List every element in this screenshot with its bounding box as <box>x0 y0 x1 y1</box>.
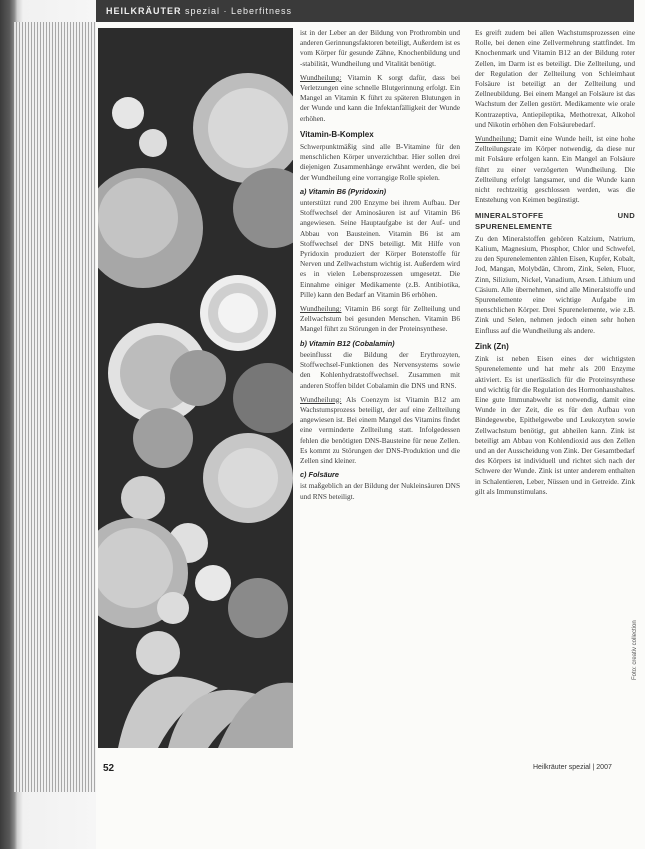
k-wound-text: Vitamin K sorgt dafür, dass bei Verletzungen eine schnelle Blutgerinnung erfolgt. Ein Mangel an Vitamin K führt zu späteren Blutungen in der Wunde und kann die Infektanfälligkeit der Wunde erhöhen. <box>300 72 460 123</box>
b12-paragraph: beeinflusst die Bildung der Erythrozyten, Stoffwechsel-Funktionen des Nervensystems sowie den Kohlenhydratstoffwechsel. Zusammen mit anderen Stoffen bildet Cobalamin die DNS und RNS. <box>300 349 460 390</box>
minerals-paragraph: Zu den Mineralstoffen gehören Kalzium, Natrium, Kalium, Magnesium, Phosphor, Chlor und Schwefel, zu den Spurenelementen zählen Eisen, Kupfer, Kobalt, Jod, Mangan, Molybdän, Chrom, Zink, Selen, Fluor, Zinn, Silizium, Nickel, Vanadium, Arsen. Lithium und Cäsium. Alle übernehmen, sind alle Mineralstoffe und Spurenelemente eine wichtige Aufgabe im menschlichen Körper. Drei Spurenelemente, wie z.B. Zink und Selen, nehmen jedoch einen sehr hohen Einfluss auf die Wundheilung als andere. <box>475 233 635 335</box>
page-number: 52 <box>103 763 115 774</box>
section-heading-zink: Zink (Zn) <box>475 341 509 351</box>
b12-wound-paragraph <box>300 395 460 466</box>
b6-wound-paragraph <box>300 304 460 335</box>
k-wound-paragraph <box>300 73 460 124</box>
header-brand: HEILKRÄUTER <box>106 6 182 16</box>
fruit-illustration <box>98 28 293 748</box>
col2-wound-text: Damit eine Wunde heilt, ist eine hohe Zellteilungsrate im Körper notwendig, da diese nur mit Folsäure erfolgen kann. Ein Mangel an Folsäure führt zu einer verzögerten Wundheilung. Die Zellteilung erfolgt langsamer, und die Wunde kann nicht rechtzeitig geschlossen werden, was die Entstehung von Keimen begünstigt. <box>475 134 635 205</box>
folsaeure-paragraph: ist maßgeblich an der Bildung der Nukleinsäuren DNS und RNS beteiligt. <box>300 481 460 501</box>
text-column-2 <box>475 28 635 501</box>
page-edges <box>14 22 96 792</box>
b-complex-paragraph: Schwerpunktmäßig sind alle B-Vitamine für den menschlichen Körper unverzichtbar. Hier sollen drei diejenigen Zusammenhänge erwähnt werden, die bei der Wundheilung eine vorrangige Rolle spielen. <box>300 142 460 182</box>
subheading-b6: a) Vitamin B6 (Pyridoxin) <box>300 186 387 196</box>
subheading-b12: b) Vitamin B12 (Cobalamin) <box>300 338 395 348</box>
footer-publication: Heilkräuter spezial | 2007 <box>533 764 612 771</box>
keyword-wundheilung: Wundheilung: <box>300 304 342 314</box>
b6-wound-text: Vitamin B6 sorgt für Zellteilung und Zellwachstum bei gesunden Menschen. Vitamin B6 Mangel führt zu Störungen in der Proteinsynthese. <box>300 304 460 334</box>
intro-paragraph: ist in der Leber an der Bildung von Prothrombin und anderen Gerinnungsfaktoren beteiligt, Außerdem ist es vom Körper für gesunde Zähne, Knochenbildung und -stabilität, Wundheilung und Vitalität benötigt. <box>300 28 460 68</box>
section-heading-b-complex: Vitamin-B-Komplex <box>300 129 374 139</box>
col2-paragraph-1: Es greift zudem bei allen Wachstumsprozessen eine Rolle, bei denen eine Zellvermehrung stattfindet. Im Knochenmark und Vitamin B12 an der Bildung roter Zellen, im Darm ist es beteiligt. Die Zellteilung, und der Regulation der Zellteilung von Schleimhaut Folsäure ist beteiligt an der Zellteilung und Zellneubildung. Bei einem Mangel an Folsäure ist das Wachstum der Zellen gestört. Medikamente wie orale Kontrazeptiva, Antiepileptika, Methotrexat, Alkohol und Nikotin erhöhen den Folsäurebedarf. <box>475 28 635 129</box>
col2-wound-paragraph <box>475 134 635 205</box>
text-column-1 <box>300 28 460 506</box>
header-section: spezial <box>185 6 221 16</box>
photo-credit: Foto: creativ collection <box>632 620 638 680</box>
keyword-wundheilung: Wundheilung: <box>475 134 517 144</box>
running-header: HEILKRÄUTER spezial · Leberfitness <box>96 0 634 22</box>
keyword-wundheilung: Wundheilung: <box>300 394 342 404</box>
b6-paragraph: unterstützt rund 200 Enzyme bei ihrem Aufbau. Der Stoffwechsel der Aminosäuren ist auf Vitamin B6 angewiesen. Seine Hauptaufgabe ist der Auf- und Abbau von Bausteinen. Vitamin B6 ist am Stoffwechsel der DNS beteiligt. Mit Hilfe von Pyridoxin produziert der Körper Botenstoffe für Nerven und Zellwachstum wichtig ist. Außerdem wird es in vielen Lebensprozessen umgesetzt. Die Einnahme einiger Medikamente (z.B. Antibiotika, Pille) kann den Bedarf an Vitamin B6 erhöhen. <box>300 198 460 299</box>
keyword-wundheilung: Wundheilung: <box>300 72 342 82</box>
fruit-photo <box>98 28 293 748</box>
section-heading-minerals: MINERALSTOFFE UND SPURENELEMENTE <box>475 211 635 231</box>
b12-wound-text: Als Coenzym ist Vitamin B12 am Wachstumsprozess beteiligt, der auf eine Zellteilung angewiesen ist. Bei einem Mangel des Vitamins findet eine verminderte Zellteilung statt. Infolgedessen fehlen die benötigten DNS-Bausteine für neue Zellen. Es kommt zu Störungen der DNS-Produktion und die Zellen sind kleiner. <box>300 394 460 465</box>
zink-paragraph: Zink ist neben Eisen eines der wichtigsten Spurenelemente und hat mehr als 200 Enzyme aktiviert. Es ist unerlässlich für die Proteinsynthese und wichtig für die Regulation des Hormonhaushaltes. Eine gute Immunabwehr ist notwendig, damit eine Wunde in der Zeit, die es für den Aufbau von Bindegewebe, Epithelgewebe und Leukozyten sowie Zellwachstum benötigt, gut abheilen kann. Zink ist beteiligt am Abbau von Kohlendioxid aus den Zellen und an der Ausscheidung von Zink. Der Gesamtbedarf des Körpers ist individuell und richtet sich nach der Schwere der Wunde. Zink ist unter anderem enthalten in Schalentieren, Leber, Nüssen und in Getreide. Zink gilt als Immunstimulans. <box>475 354 635 496</box>
subheading-folsaeure: c) Folsäure <box>300 470 339 480</box>
header-topic: Leberfitness <box>231 6 293 16</box>
